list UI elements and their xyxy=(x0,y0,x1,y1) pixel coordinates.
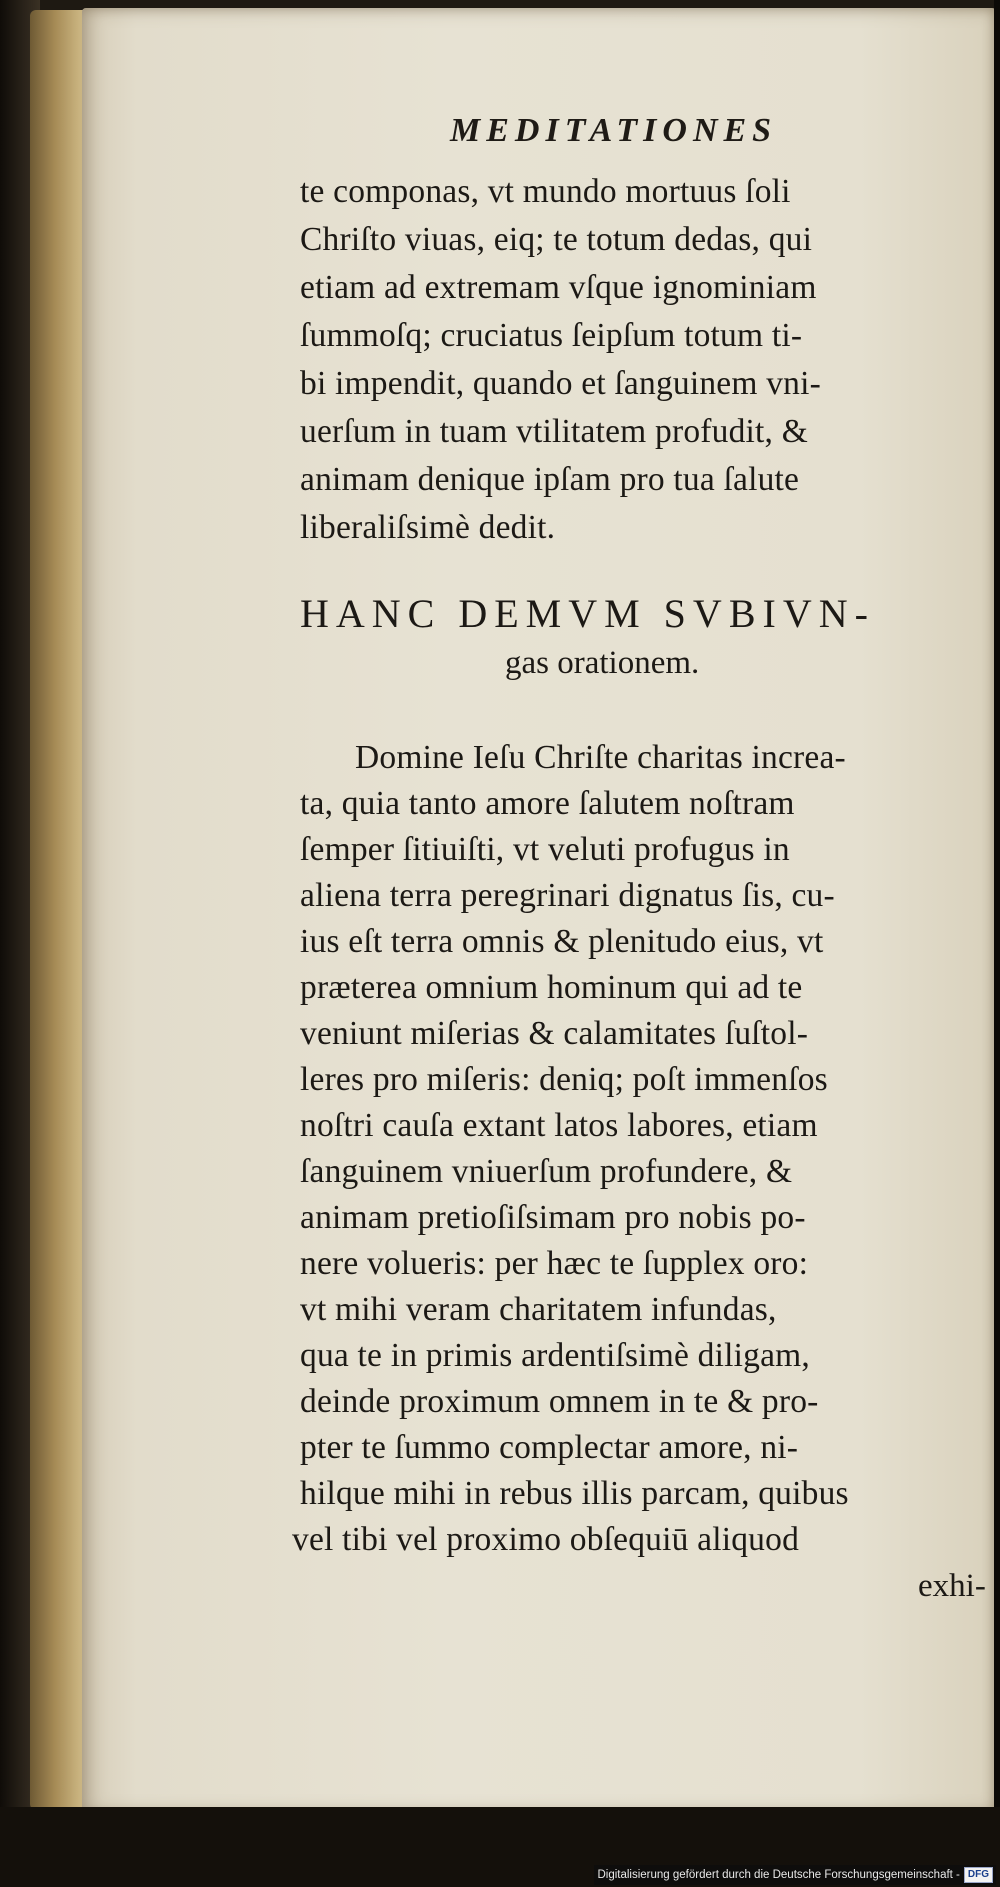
text-line: bi impendit, quando et ſanguinem vni- xyxy=(300,365,821,402)
text-line: pter te ſummo complectar amore, ni- xyxy=(300,1429,799,1466)
text-line: ſemper ſitiuiſti, vt veluti profugus in xyxy=(300,831,790,868)
text-line: etiam ad extremam vſque ignominiam xyxy=(300,269,817,306)
section-heading: HANC DEMVM SVBIVN- xyxy=(300,591,875,636)
text-line: deinde proximum omnem in te & pro- xyxy=(300,1383,819,1420)
text-line: nere volueris: per hæc te ſupplex oro: xyxy=(300,1245,809,1282)
credit-text: Digitalisierung gefördert durch die Deutsche Forschungsgemeinschaft - xyxy=(597,1869,960,1881)
text-line: noſtri cauſa extant latos labores, etiam xyxy=(300,1107,818,1144)
text-line: animam denique ipſam pro tua ſalute xyxy=(300,461,800,498)
text-line: uerſum in tuam vtilitatem profudit, & xyxy=(300,413,808,450)
text-line: ta, quia tanto amore ſalutem noſtram xyxy=(300,785,795,822)
text-line: Chriſto viuas, eiq; te totum dedas, qui xyxy=(300,221,813,258)
text-line: præterea omnium hominum qui ad te xyxy=(300,969,803,1006)
text-line: Domine Ieſu Chriſte charitas increa- xyxy=(355,739,846,776)
text-line: ſummoſq; cruciatus ſeipſum totum ti- xyxy=(300,317,803,354)
scan-right-border xyxy=(994,0,1000,1887)
catchword: exhi- xyxy=(918,1568,986,1604)
text-line: te componas, vt mundo mortuus ſoli xyxy=(300,173,791,210)
text-line: veniunt miſerias & calamitates ſuſtol- xyxy=(300,1015,809,1052)
digitization-credit xyxy=(594,1865,996,1885)
dfg-logo: DFG xyxy=(964,1867,993,1883)
text-line: aliena terra peregrinari dignatus ſis, cu- xyxy=(300,877,835,914)
text-line: leres pro miſeris: deniq; poſt immenſos xyxy=(300,1061,828,1098)
text-line: qua te in primis ardentiſsimè diligam, xyxy=(300,1337,811,1374)
text-line: hilque mihi in rebus illis parcam, quibus xyxy=(300,1475,849,1512)
text-line: ius eſt terra omnis & plenitudo eius, vt xyxy=(300,923,824,960)
text-line: liberaliſsimè dedit. xyxy=(300,509,556,546)
text-line: vel tibi vel proximo obſequiū aliquod xyxy=(292,1521,800,1558)
running-head: MEDITATIONES xyxy=(450,112,778,149)
text-line: ſanguinem vniuerſum profundere, & xyxy=(300,1153,793,1190)
section-heading-continuation: gas orationem. xyxy=(505,645,700,681)
text-line: animam pretioſiſsimam pro nobis po- xyxy=(300,1199,806,1236)
text-line: vt mihi veram charitatem infundas, xyxy=(300,1291,777,1328)
